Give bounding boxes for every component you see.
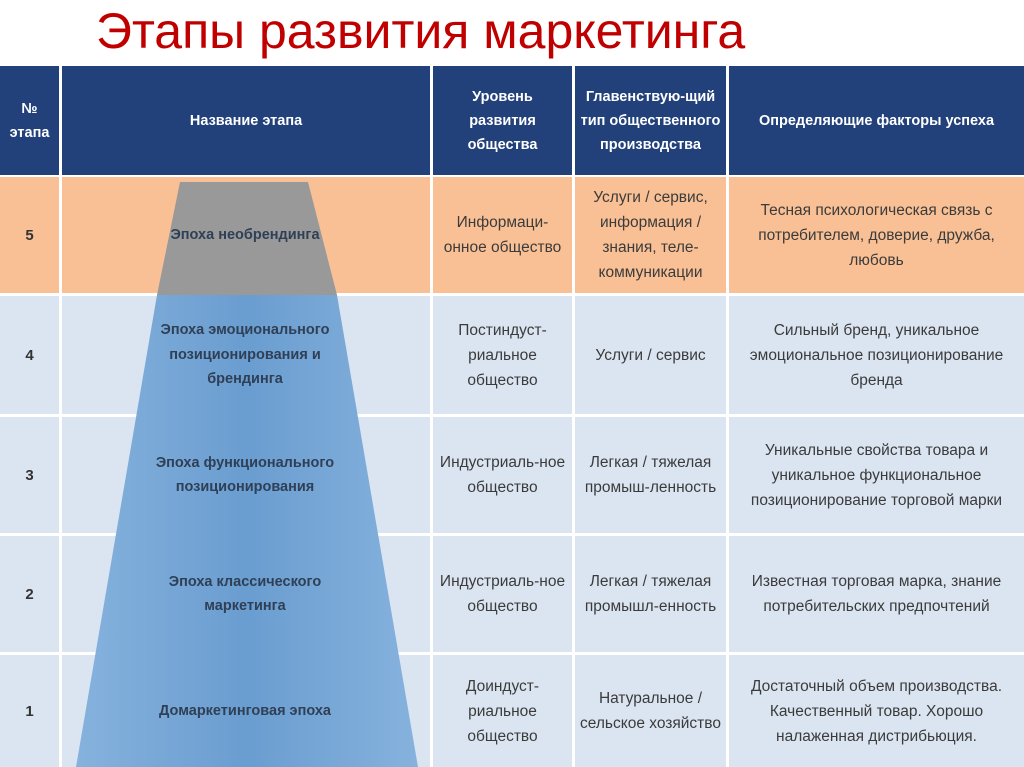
row-2-num: 2 [0, 536, 59, 652]
row-1-production: Натуральное / сельское хозяйство [575, 655, 726, 767]
header-production: Главенствую-щий тип общественного производства [575, 66, 726, 175]
row-1-num: 1 [0, 655, 59, 767]
row-2-name: Эпоха классического маркетинга [168, 573, 322, 614]
row-1-factors: Достаточный объем производства. Качественный товар. Хорошо налаженная дистрибьюция. [729, 655, 1024, 767]
row-2-level: Индустриаль-ное общество [433, 536, 572, 652]
row-3-production: Легкая / тяжелая промыш-ленность [575, 417, 726, 533]
row-5-level: Информаци-онное общество [433, 177, 572, 293]
row-4-level: Постиндуст-риальное общество [433, 296, 572, 414]
header-level: Уровень развития общества [433, 66, 572, 175]
row-2-factors: Известная торговая марка, знание потребительских предпочтений [729, 536, 1024, 652]
row-5-factors: Тесная психологическая связь с потребителем, доверие, дружба, любовь [729, 177, 1024, 293]
row-4-num: 4 [0, 296, 59, 414]
row-3-factors: Уникальные свойства товара и уникальное функциональное позиционирование торговой марки [729, 417, 1024, 533]
header-num: № этапа [0, 66, 59, 175]
header-name: Название этапа [62, 66, 430, 175]
row-5-production: Услуги / сервис, информация / знания, теле-коммуникации [575, 177, 726, 293]
row-5-name: Эпоха необрендинга [170, 226, 320, 243]
row-3-level: Индустриаль-ное общество [433, 417, 572, 533]
row-1-name: Домаркетинговая эпоха [159, 702, 331, 719]
row-5-num: 5 [0, 177, 59, 293]
row-1-level: Доиндуст-риальное общество [433, 655, 572, 767]
stages-table [0, 66, 1024, 767]
row-3-name: Эпоха функционального позиционирования [155, 454, 335, 495]
page-title: Этапы развития маркетинга [96, 3, 746, 59]
row-4-factors: Сильный бренд, уникальное эмоциональное позиционирование бренда [729, 296, 1024, 414]
row-3-num: 3 [0, 417, 59, 533]
row-4-name: Эпоха эмоционального позиционирования и брендинга [160, 322, 330, 388]
row-4-production: Услуги / сервис [575, 296, 726, 414]
row-2-production: Легкая / тяжелая промышл-енность [575, 536, 726, 652]
header-factors: Определяющие факторы успеха [729, 66, 1024, 175]
